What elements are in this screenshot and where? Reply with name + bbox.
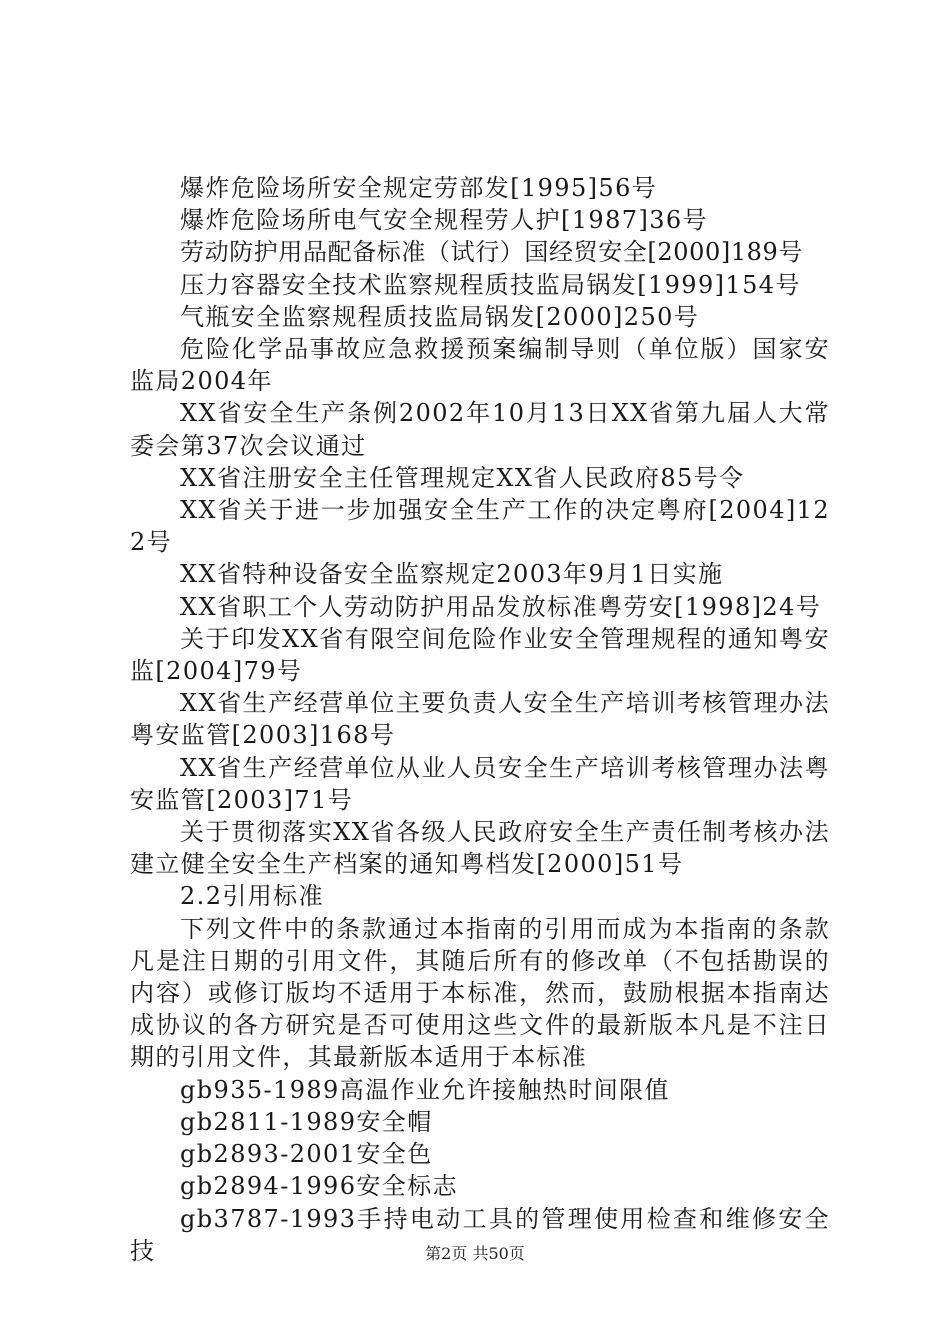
paragraph: gb2894-1996安全标志 xyxy=(180,1172,458,1201)
paragraph: 劳动防护用品配备标准（试行）国经贸安全[2000]189号 xyxy=(180,238,804,267)
paragraph: 下列文件中的条款通过本指南的引用而成为本指南的条款凡是注日期的引用文件，其随后所有的修改单（不包括勘误的内容）或修订版均不适用于本标准，然而，鼓励根据本指南达成协议的各方研究是否可使用这些文件的最新版本凡是不注日期的引用文件，其最新版本适用于本标准 xyxy=(130,914,830,1072)
paragraph: XX省生产经营单位主要负责人安全生产培训考核管理办法粤安监管[2003]168号 xyxy=(130,689,830,750)
paragraph: XX省注册安全主任管理规定XX省人民政府85号令 xyxy=(180,463,745,492)
paragraph: gb935-1989高温作业允许接触热时间限值 xyxy=(180,1075,670,1104)
paragraph: 压力容器安全技术监察规程质技监局锅发[1999]154号 xyxy=(180,270,801,299)
paragraph: gb3787-1993手持电动工具的管理使用检查和维修安全技 xyxy=(130,1204,830,1265)
page-number-footer: 第2页 共50页 xyxy=(425,1244,525,1263)
paragraph: XX省安全生产条例2002年10月13日XX省第九届人大常委会第37次会议通过 xyxy=(130,399,830,460)
paragraph: XX省关于进一步加强安全生产工作的决定粤府[2004]122号 xyxy=(130,496,830,557)
paragraph: 关于印发XX省有限空间危险作业安全管理规程的通知粤安监[2004]79号 xyxy=(130,624,830,686)
paragraph: gb2893-2001安全色 xyxy=(180,1140,433,1169)
paragraph: XX省职工个人劳动防护用品发放标准粤劳安[1998]24号 xyxy=(180,592,822,621)
paragraph: 爆炸危险场所安全规定劳部发[1995]56号 xyxy=(180,174,658,202)
paragraph: XX省生产经营单位从业人员安全生产培训考核管理办法粤安监管[2003]71号 xyxy=(130,753,830,814)
paragraph: 爆炸危险场所电气安全规程劳人护[1987]36号 xyxy=(180,206,708,235)
paragraph: gb2811-1989安全帽 xyxy=(180,1107,433,1136)
paragraph: 关于贯彻落实XX省各级人民政府安全生产责任制考核办法建立健全安全生产档案的通知粤档发[2000]51号 xyxy=(130,818,830,879)
paragraph: 气瓶安全监察规程质技监局锅发[2000]250号 xyxy=(180,302,700,331)
paragraph: 危险化学品事故应急救援预案编制导则（单位版）国家安监局2004年 xyxy=(130,335,830,396)
paragraph: XX省特种设备安全监察规定2003年9月1日实施 xyxy=(180,560,724,589)
section-heading: 2.2引用标准 xyxy=(180,882,324,911)
document-body xyxy=(130,172,830,1267)
